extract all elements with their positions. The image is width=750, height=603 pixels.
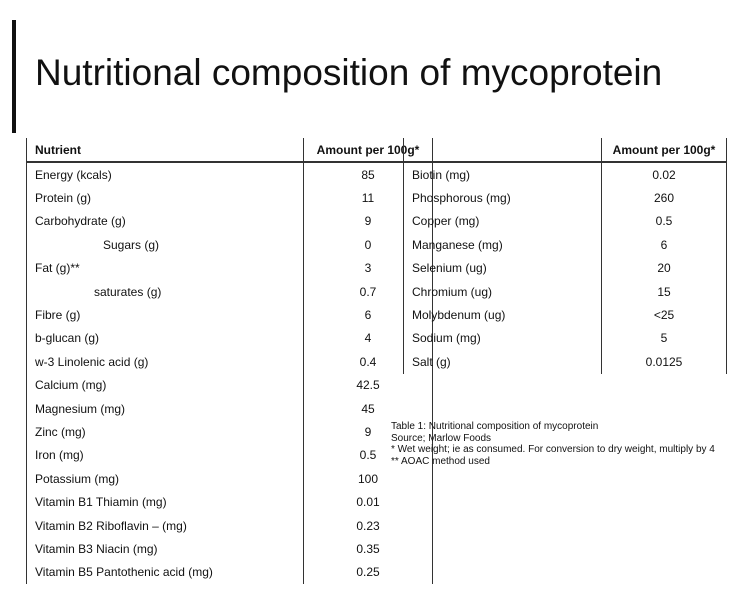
table-row bbox=[404, 303, 727, 326]
caption-line: Source; Marlow Foods bbox=[391, 432, 492, 444]
nutrient-amount: 0.5 bbox=[304, 444, 433, 467]
nutrient-name: Fibre (g) bbox=[27, 303, 304, 326]
table-row bbox=[27, 210, 433, 233]
nutrient-name: Calcium (mg) bbox=[27, 374, 304, 397]
header-amount: Amount per 100g* bbox=[602, 138, 727, 162]
nutrient-name: Copper (mg) bbox=[404, 210, 602, 233]
header-nutrient: Nutrient bbox=[27, 138, 304, 162]
nutrient-amount: 5 bbox=[602, 327, 727, 350]
header-amount: Amount per 100g* bbox=[304, 138, 433, 162]
table-row bbox=[27, 467, 433, 490]
nutrient-amount: 0.25 bbox=[304, 561, 433, 584]
nutrient-amount: 3 bbox=[304, 257, 433, 280]
table-row bbox=[404, 233, 727, 256]
nutrient-name: Chromium (ug) bbox=[404, 280, 602, 303]
nutrient-amount: 15 bbox=[602, 280, 727, 303]
nutrient-name: Salt (g) bbox=[404, 350, 602, 373]
table-row bbox=[404, 186, 727, 209]
nutrient-amount: 9 bbox=[304, 420, 433, 443]
nutrient-amount: 100 bbox=[304, 467, 433, 490]
table-row bbox=[27, 162, 433, 186]
nutrient-amount: 45 bbox=[304, 397, 433, 420]
table-row bbox=[27, 420, 433, 443]
table-row bbox=[404, 280, 727, 303]
table-row bbox=[404, 350, 727, 373]
table-row bbox=[27, 537, 433, 560]
table-row bbox=[27, 350, 433, 373]
nutrient-name: Zinc (mg) bbox=[27, 420, 304, 443]
nutrient-name: Energy (kcals) bbox=[27, 162, 304, 186]
nutrient-name: Vitamin B1 Thiamin (mg) bbox=[27, 490, 304, 513]
nutrient-name: Carbohydrate (g) bbox=[27, 210, 304, 233]
nutrient-amount: 6 bbox=[602, 233, 727, 256]
nutrient-name: Protein (g) bbox=[27, 186, 304, 209]
nutrient-name: Vitamin B3 Niacin (mg) bbox=[27, 537, 304, 560]
nutrient-amount: 4 bbox=[304, 327, 433, 350]
nutrient-amount: 0 bbox=[304, 233, 433, 256]
nutrient-amount: 85 bbox=[304, 162, 433, 186]
nutrient-name: Iron (mg) bbox=[27, 444, 304, 467]
nutrient-name: Molybdenum (ug) bbox=[404, 303, 602, 326]
table-row bbox=[404, 210, 727, 233]
table-row bbox=[404, 162, 727, 186]
caption-line: * Wet weight; ie as consumed. For conversion to dry weight, multiply by 4 bbox=[391, 444, 715, 455]
accent-bar bbox=[12, 20, 16, 133]
table-row bbox=[27, 280, 433, 303]
nutrient-name: Biotin (mg) bbox=[404, 162, 602, 186]
nutrient-amount: 0.4 bbox=[304, 350, 433, 373]
nutrient-amount: 260 bbox=[602, 186, 727, 209]
table-row bbox=[27, 397, 433, 420]
page-title: Nutritional composition of mycoprotein bbox=[35, 52, 663, 93]
nutrient-amount: 0.35 bbox=[304, 537, 433, 560]
table-row bbox=[27, 186, 433, 209]
table-row bbox=[27, 233, 433, 256]
nutrient-table-2 bbox=[403, 138, 727, 374]
table-row bbox=[404, 257, 727, 280]
nutrient-amount: 42.5 bbox=[304, 374, 433, 397]
table-row bbox=[27, 257, 433, 280]
nutrient-name: b-glucan (g) bbox=[27, 327, 304, 350]
nutrient-name: Selenium (ug) bbox=[404, 257, 602, 280]
nutrient-amount: 0.23 bbox=[304, 514, 433, 537]
nutrient-name: Vitamin B2 Riboflavin – (mg) bbox=[27, 514, 304, 537]
table-caption bbox=[391, 421, 715, 467]
caption-line: ** AOAC method used bbox=[391, 455, 490, 467]
nutrient-name: Vitamin B5 Pantothenic acid (mg) bbox=[27, 561, 304, 584]
nutrient-name: Potassium (mg) bbox=[27, 467, 304, 490]
table-row bbox=[404, 327, 727, 350]
table-row bbox=[27, 514, 433, 537]
nutrient-amount: 0.5 bbox=[602, 210, 727, 233]
nutrient-amount: <25 bbox=[602, 303, 727, 326]
caption-line: Table 1: Nutritional composition of mycoprotein bbox=[391, 421, 599, 432]
table-row bbox=[27, 327, 433, 350]
nutrient-amount: 20 bbox=[602, 257, 727, 280]
nutrient-amount: 0.01 bbox=[304, 490, 433, 513]
nutrient-name: Phosphorous (mg) bbox=[404, 186, 602, 209]
nutrient-amount: 11 bbox=[304, 186, 433, 209]
nutrient-table-1 bbox=[26, 138, 433, 584]
nutrient-name: Fat (g)** bbox=[27, 257, 304, 280]
table-row bbox=[27, 444, 433, 467]
nutrient-name: Magnesium (mg) bbox=[27, 397, 304, 420]
header-nutrient bbox=[404, 138, 602, 162]
nutrient-name: Manganese (mg) bbox=[404, 233, 602, 256]
nutrient-amount: 0.0125 bbox=[602, 350, 727, 373]
nutrient-name: w-3 Linolenic acid (g) bbox=[27, 350, 304, 373]
nutrient-amount: 6 bbox=[304, 303, 433, 326]
nutrient-name: Sodium (mg) bbox=[404, 327, 602, 350]
nutrient-amount: 0.7 bbox=[304, 280, 433, 303]
nutrient-name: Sugars (g) bbox=[27, 233, 304, 256]
table-row bbox=[27, 303, 433, 326]
table-row bbox=[27, 374, 433, 397]
table-row bbox=[27, 490, 433, 513]
nutrient-name: saturates (g) bbox=[27, 280, 304, 303]
nutrient-amount: 9 bbox=[304, 210, 433, 233]
table-row bbox=[27, 561, 433, 584]
nutrient-amount: 0.02 bbox=[602, 162, 727, 186]
